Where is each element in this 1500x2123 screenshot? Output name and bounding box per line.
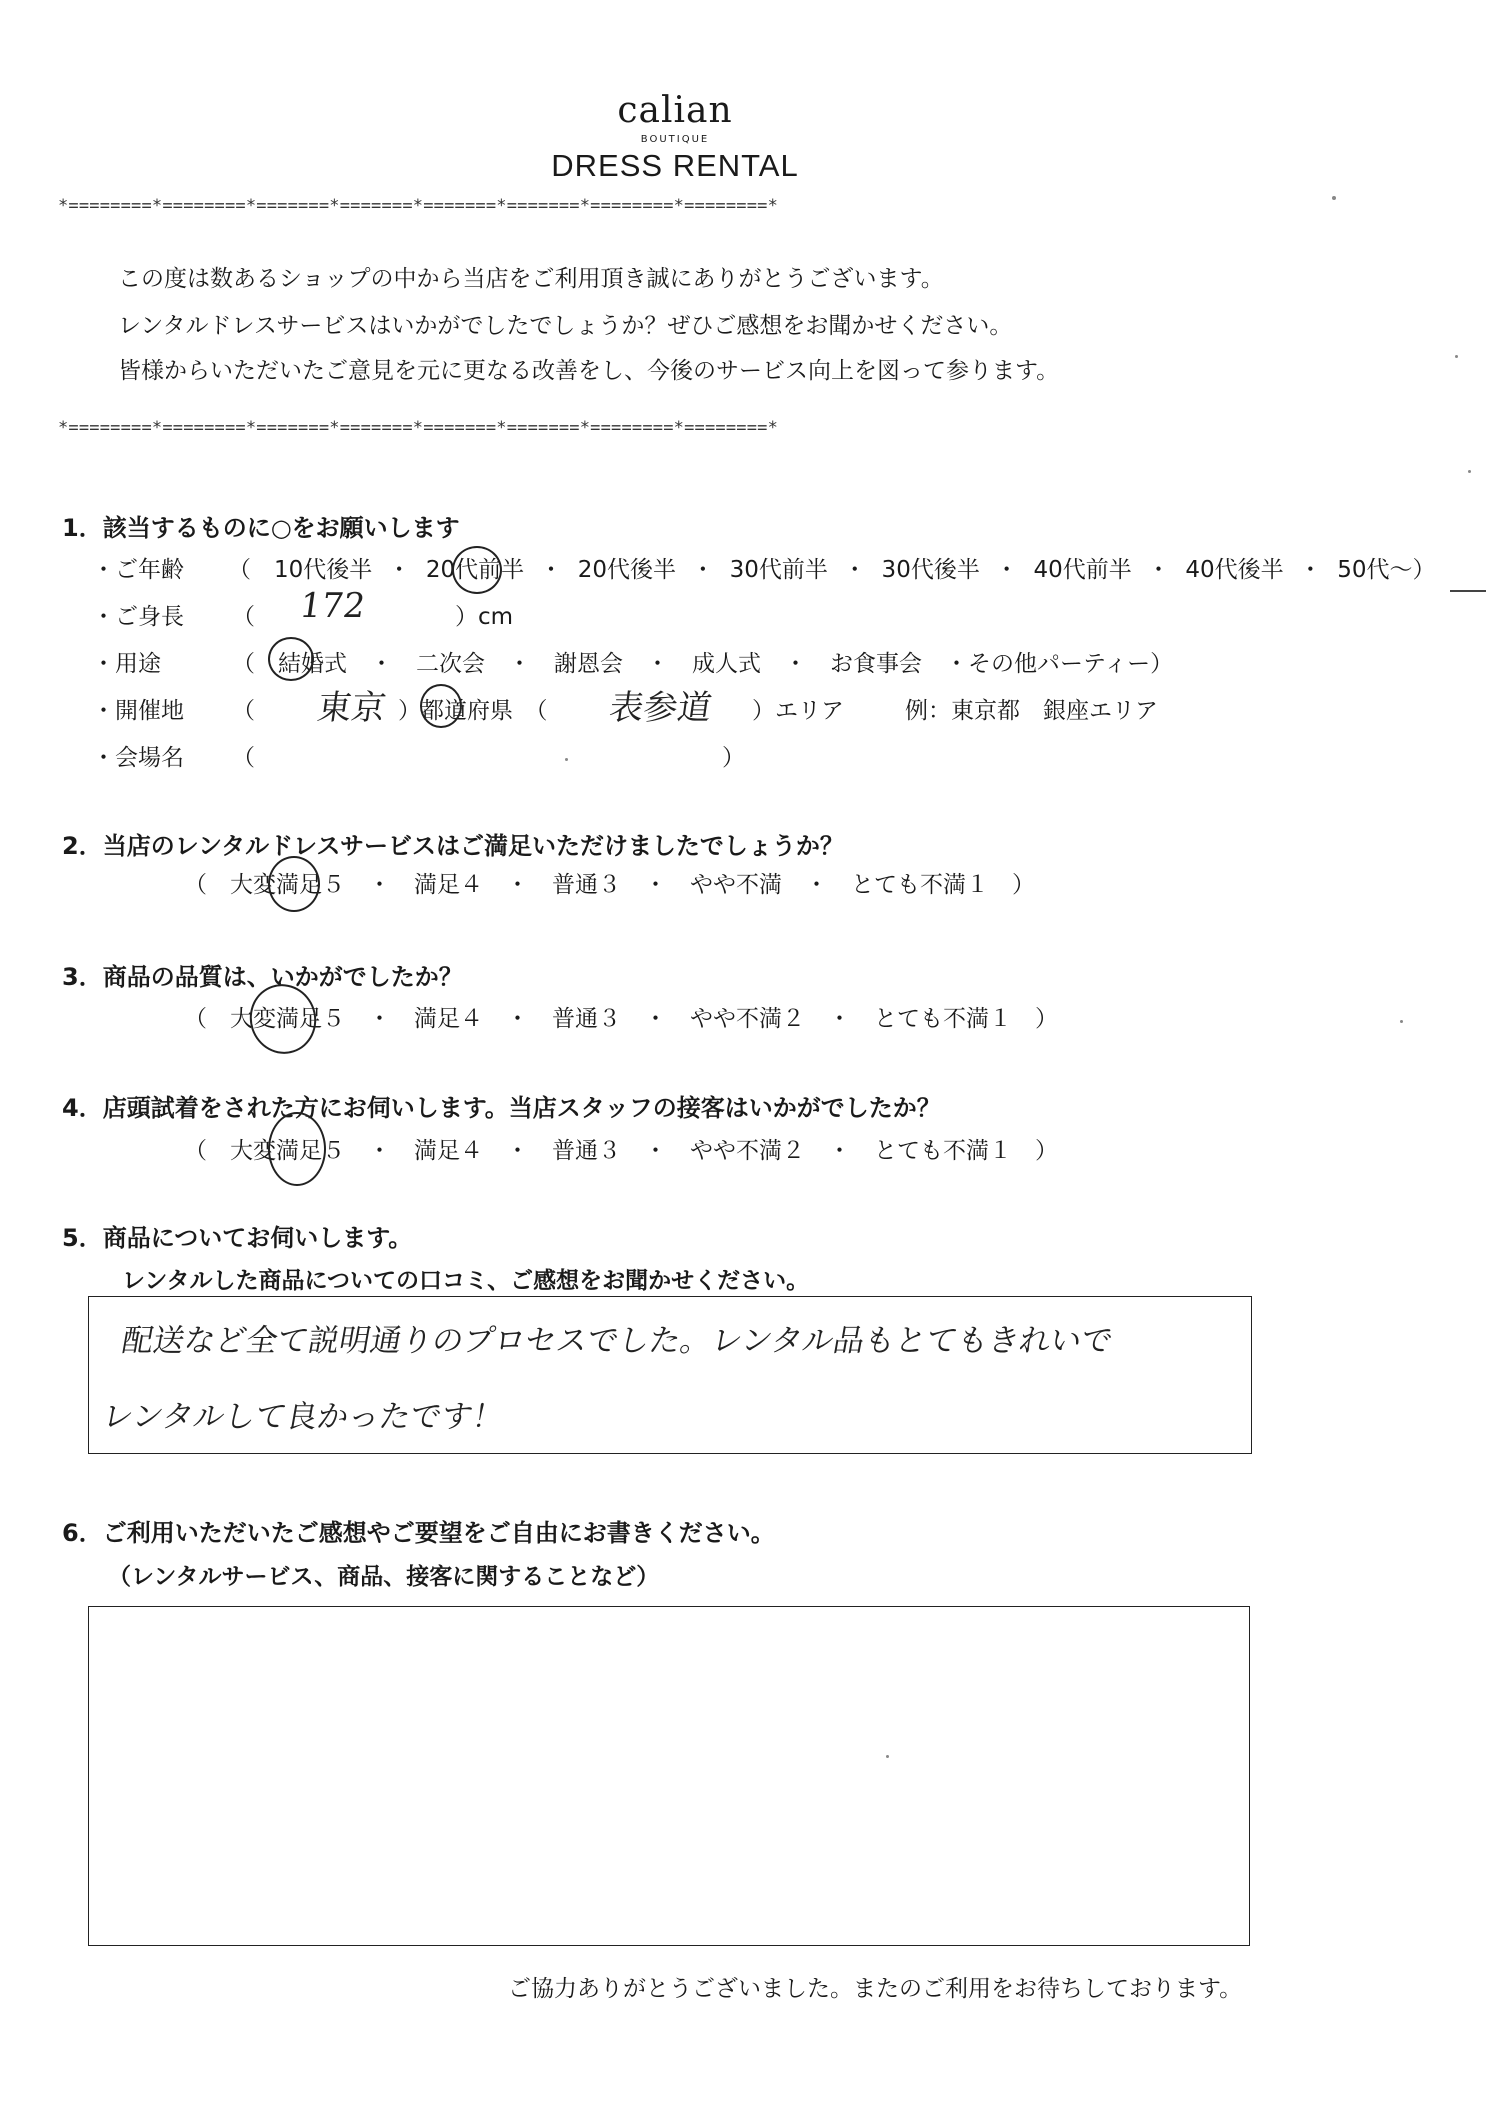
question-6-comment-box[interactable] xyxy=(88,1606,1250,1946)
venue-label: ・開催地 xyxy=(92,698,184,724)
question-1-title: 1．該当するものに○をお願いします xyxy=(62,514,460,542)
venue-prefecture[interactable]: 東京 xyxy=(314,688,389,728)
divider-top: *========*========*=======*=======*=======*=======*========*========* xyxy=(58,196,779,216)
question-5-answer-line-1: 配送など全て説明通りのプロセスでした。レンタル品もとてもきれいで xyxy=(119,1323,1116,1359)
venue-example: 例：東京都 銀座エリア xyxy=(905,698,1158,724)
scan-speck xyxy=(886,1755,889,1758)
question-2-title: 2．当店のレンタルドレスサービスはご満足いただけましたでしょうか？ xyxy=(62,832,844,860)
question-6-title: 6．ご利用いただいたご感想やご要望をご自由にお書きください。 xyxy=(62,1519,775,1547)
height-value[interactable]: 172 xyxy=(297,586,368,626)
form-title: DRESS RENTAL xyxy=(551,148,799,183)
height-open-paren: （ xyxy=(232,604,255,630)
venue-area[interactable]: 表参道 xyxy=(606,688,715,728)
brand-subtitle: BOUTIQUE xyxy=(640,134,710,145)
question-5-answer-line-2: レンタルして良かったです！ xyxy=(99,1399,507,1435)
question-5-comment-box[interactable] xyxy=(88,1296,1252,1454)
scan-speck xyxy=(1400,1020,1403,1023)
height-label: ・ご身長 xyxy=(92,604,184,630)
scan-speck xyxy=(565,758,568,761)
venue-prefecture-suffix: ）都道府県 （ xyxy=(398,698,548,724)
question-4-options[interactable]: （ 大変満足５ ・ 満足４ ・ 普通３ ・ やや不満２ ・ とても不満１ ） xyxy=(184,1138,1058,1164)
intro-line-2: レンタルドレスサービスはいかがでしたでしょうか？ぜひご感想をお聞かせください。 xyxy=(118,313,1013,339)
question-2-options[interactable]: （ 大変満足５ ・ 満足４ ・ 普通３ ・ やや不満 ・ とても不満１ ） xyxy=(184,872,1035,898)
hall-name-open-paren: （ xyxy=(232,745,255,771)
question-4-title: 4．店頭試着をされた方にお伺いします。当店スタッフの接客はいかがでしたか？ xyxy=(62,1094,941,1122)
question-5-title: 5．商品についてお伺いします。 xyxy=(62,1224,413,1252)
question-3-title: 3．商品の品質は、いかがでしたか？ xyxy=(62,963,463,991)
divider-bottom: *========*========*=======*=======*=======*=======*========*========* xyxy=(58,418,779,438)
venue-open-paren: （ xyxy=(232,698,255,724)
scan-mark xyxy=(1450,590,1486,592)
age-label: ・ご年齢 xyxy=(92,557,184,583)
scan-speck xyxy=(1468,470,1471,473)
hall-name-label: ・会場名 xyxy=(92,745,184,771)
question-5-subtitle: レンタルした商品についての口コミ、ご感想をお聞かせください。 xyxy=(122,1268,810,1294)
question-3-options[interactable]: （ 大変満足５ ・ 満足４ ・ 普通３ ・ やや不満２ ・ とても不満１ ） xyxy=(184,1006,1058,1032)
intro-line-1: この度は数あるショップの中から当店をご利用頂き誠にありがとうございます。 xyxy=(118,266,944,292)
footer-thanks: ご協力ありがとうございました。またのご利用をお待ちしております。 xyxy=(508,1976,1243,2002)
selection-circle-q4 xyxy=(268,1112,326,1186)
selection-circle-purpose xyxy=(268,637,314,681)
hall-name-close-paren: ） xyxy=(722,745,745,771)
venue-area-suffix: ）エリア xyxy=(752,698,844,724)
scan-speck xyxy=(1332,196,1336,200)
question-6-subtitle: （レンタルサービス、商品、接客に関することなど） xyxy=(108,1564,660,1590)
age-options[interactable]: （ 10代後半 ・ 20代前半 ・ 20代後半 ・ 30代前半 ・ 30代後半 ・ 40代前半 ・ 40代後半 ・ 50代～） xyxy=(228,557,1436,583)
selection-circle-q2 xyxy=(268,856,320,912)
height-unit: ）cm xyxy=(455,604,514,630)
selection-circle-prefecture xyxy=(420,684,462,728)
brand-logo: calian xyxy=(617,90,733,131)
scan-speck xyxy=(1455,355,1458,358)
intro-line-3: 皆様からいただいたご意見を元に更なる改善をし、今後のサービス向上を図って参ります。 xyxy=(118,358,1060,384)
purpose-label: ・用途 xyxy=(92,651,161,677)
selection-circle-age xyxy=(452,546,502,594)
purpose-options[interactable]: （ 結婚式 ・ 二次会 ・ 謝恩会 ・ 成人式 ・ お食事会 ・その他パーティー） xyxy=(232,651,1174,677)
